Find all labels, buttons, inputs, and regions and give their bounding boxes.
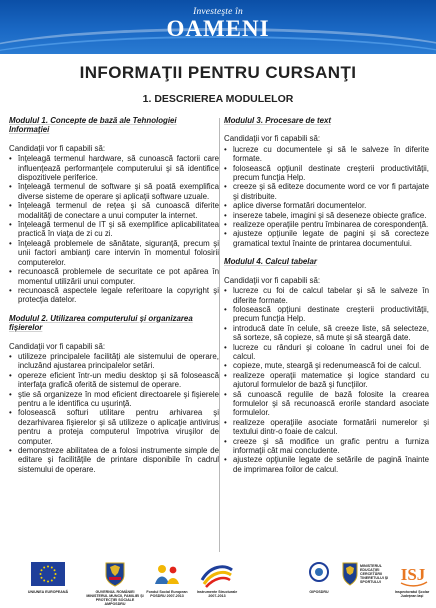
list-item: • utilizeze principalele facilităţi ale sistemului de operare, incluzând ajustarea principalelor setări. [18,352,219,371]
module-title: Modulul 3. Procesare de text [224,116,331,125]
list-item: • creeze şi să editeze documente word ce vor fi partajate şi distribuite. [233,182,429,201]
list-item: • înţeleagă termenul de reţea şi să cunoască diferite modalităţi de conectare a unui computer la internet. [18,201,219,220]
footer-logos [0,560,436,608]
list-item: • lucreze cu foi de calcul tabelar şi să le salveze în diferite formate. [233,286,429,305]
fse-logo-icon [152,560,182,588]
banner-brand: OAMENI [166,16,270,41]
left-column [9,116,219,554]
logo-caption: GUVERNUL ROMÂNIEI MINISTERUL MUNCII, FAMILIEI ŞI PROTECŢIEI SOCIALE AMPOSDRU [86,590,144,606]
header-banner [0,0,436,54]
list-item: • folosească opţiunil destinate creşterii productivităţii, precum funcţia Help. [233,164,429,183]
list-item: • demonstreze abilitatea de a folosi instrumente simple de editare şi facilităţile de printare disponibile în cadrul sistemului de operare. [18,446,219,474]
logo-caption: Instrumente Structurale 2007-2013 [196,590,238,598]
list-item: • aplice diverse formatări documentelor. [233,201,429,210]
list-item: • recunoască problemele de securitate ce pot apărea în momentul utilizării unui computer. [18,267,219,286]
list-item: • realizeze operaţiile asociate formatării numerelor şi textului dintr-o foaie de calcul. [233,418,429,437]
list-item: • lucreze cu documentele şi să le salveze în diferite formate. [233,145,429,164]
list-item: • înţeleagă problemele de sănătate, siguranţă, precum şi unii factori ambianţi care intervin în momentul folosirii computerelor. [18,239,219,267]
logo-caption: OIPOSDRU [309,590,329,594]
list-item: • realizeze operaţiile pentru îmbinarea de corespondenţă. [233,220,429,229]
banner-tagline: Investeşte în [193,7,243,17]
module-intro: Candidaţii vor fi capabili să: [9,143,106,153]
outcome-list [224,286,429,474]
list-item: • introducă date în celule, să creeze liste, să selecteze, să sorteze, să copieze, să mute şi să steargă date. [233,324,429,343]
list-item: • opereze eficient într-un mediu desktop şi să folosească interfaţa grafică oferită de sistemul de operare. [18,371,219,390]
oipose-logo-icon [308,560,330,588]
structural-funds-logo-icon [200,560,234,588]
list-item: • să cunoască regulile de bază folosite la crearea formulelor şi să recunoască erorile standard asociate formulelor. [233,390,429,418]
list-item: • insereze tabele, imagini şi să deseneze obiecte grafice. [233,211,429,220]
module-intro: Candidaţii vor fi capabili să: [224,275,321,285]
list-item: • folosească softuri utilitare pentru arhivarea şi dezarhivarea fişierelor şi să utilizeze o aplicaţie antivirus pentru a proteja computerul împotriva viruşilor de computer. [18,408,219,446]
list-item: • recunoască aspectele legale referitoare la copyright şi protecţia datelor. [18,286,219,305]
section-title: 1. DESCRIEREA MODULELOR [142,93,294,105]
list-item: • ajusteze opţiunile legate de setările de pagină înainte de imprimarea foilor de calcul. [233,455,429,474]
list-item: • ştie să organizeze în mod eficient directoarele şi fişierele pentru a le identifica cu uşurinţă. [18,390,219,409]
module-title: Modulul 4. Calcul tabelar [224,257,317,267]
module-2 [9,314,219,475]
eu-flag-icon [30,560,66,588]
list-item: • înţeleagă termenul hardware, să cunoască factorii care influenţează performanţele computerului şi să identifice dispozitivele periferice. [18,154,219,182]
list-item: • realizeze operaţii matematice şi logice standard cu ajutorul formulelor de bază şi funcţiilor. [233,371,429,390]
list-item: • folosească opţiuni destinate creşterii productivităţii, precum funcţia Help. [233,305,429,324]
logo-caption: Inspectoratul Şcolar Judeţean Iaşi [394,590,430,598]
svg-text:ISJ: ISJ [400,565,426,584]
column-divider [219,118,220,552]
logo-caption: UNIUNEA EUROPEANĂ [27,590,69,594]
outcome-list [9,352,219,474]
list-item: • copieze, mute, steargă şi redenumească foi de calcul. [233,361,429,370]
outcome-list [224,145,429,248]
isj-logo-icon [395,560,431,588]
module-1 [9,116,219,305]
module-title: Modulul 2. Utilizarea computerului şi organizarea fişierelor [9,313,193,333]
module-3 [224,116,429,248]
module-intro: Candidaţii vor fi capabili să: [9,341,106,351]
module-4 [224,257,429,474]
list-item: • înţeleagă termenul de IT şi să exemplifice aplicabilitatea practică în viaţa de zi cu zi. [18,220,219,239]
romania-coat-of-arms-icon [103,560,127,588]
list-item: • creeze şi să modifice un grafic pentru a furniza informaţii cât mai concludente. [233,437,429,456]
logo-caption: MINISTERUL EDUCAŢIEI CERCETĂRII TINERETULUI ŞI SPORTULUI [360,564,389,584]
list-item: • lucreze cu rânduri şi coloane în cadrul unei foi de calcul. [233,343,429,362]
right-column [224,116,429,554]
page-title: INFORMAŢII PENTRU CURSANŢI [79,63,357,82]
logo-caption: Fondul Social European POSDRU 2007-2013 [146,590,188,598]
ministry-education-logo-icon [340,560,360,588]
module-title: Modulul 1. Concepte de bază ale Tehnologiei Informaţiei [9,116,177,135]
list-item: • înţeleagă termenul de software şi să poată exemplifica diverse sisteme de operare şi aplicaţii software uzuale. [18,182,219,201]
outcome-list [9,154,219,305]
list-item: • ajusteze opţiunile legate de pagini şi să corecteze gramatical textul înainte de printarea documentului. [233,229,429,248]
module-intro: Candidaţii vor fi capabili să: [224,134,321,144]
